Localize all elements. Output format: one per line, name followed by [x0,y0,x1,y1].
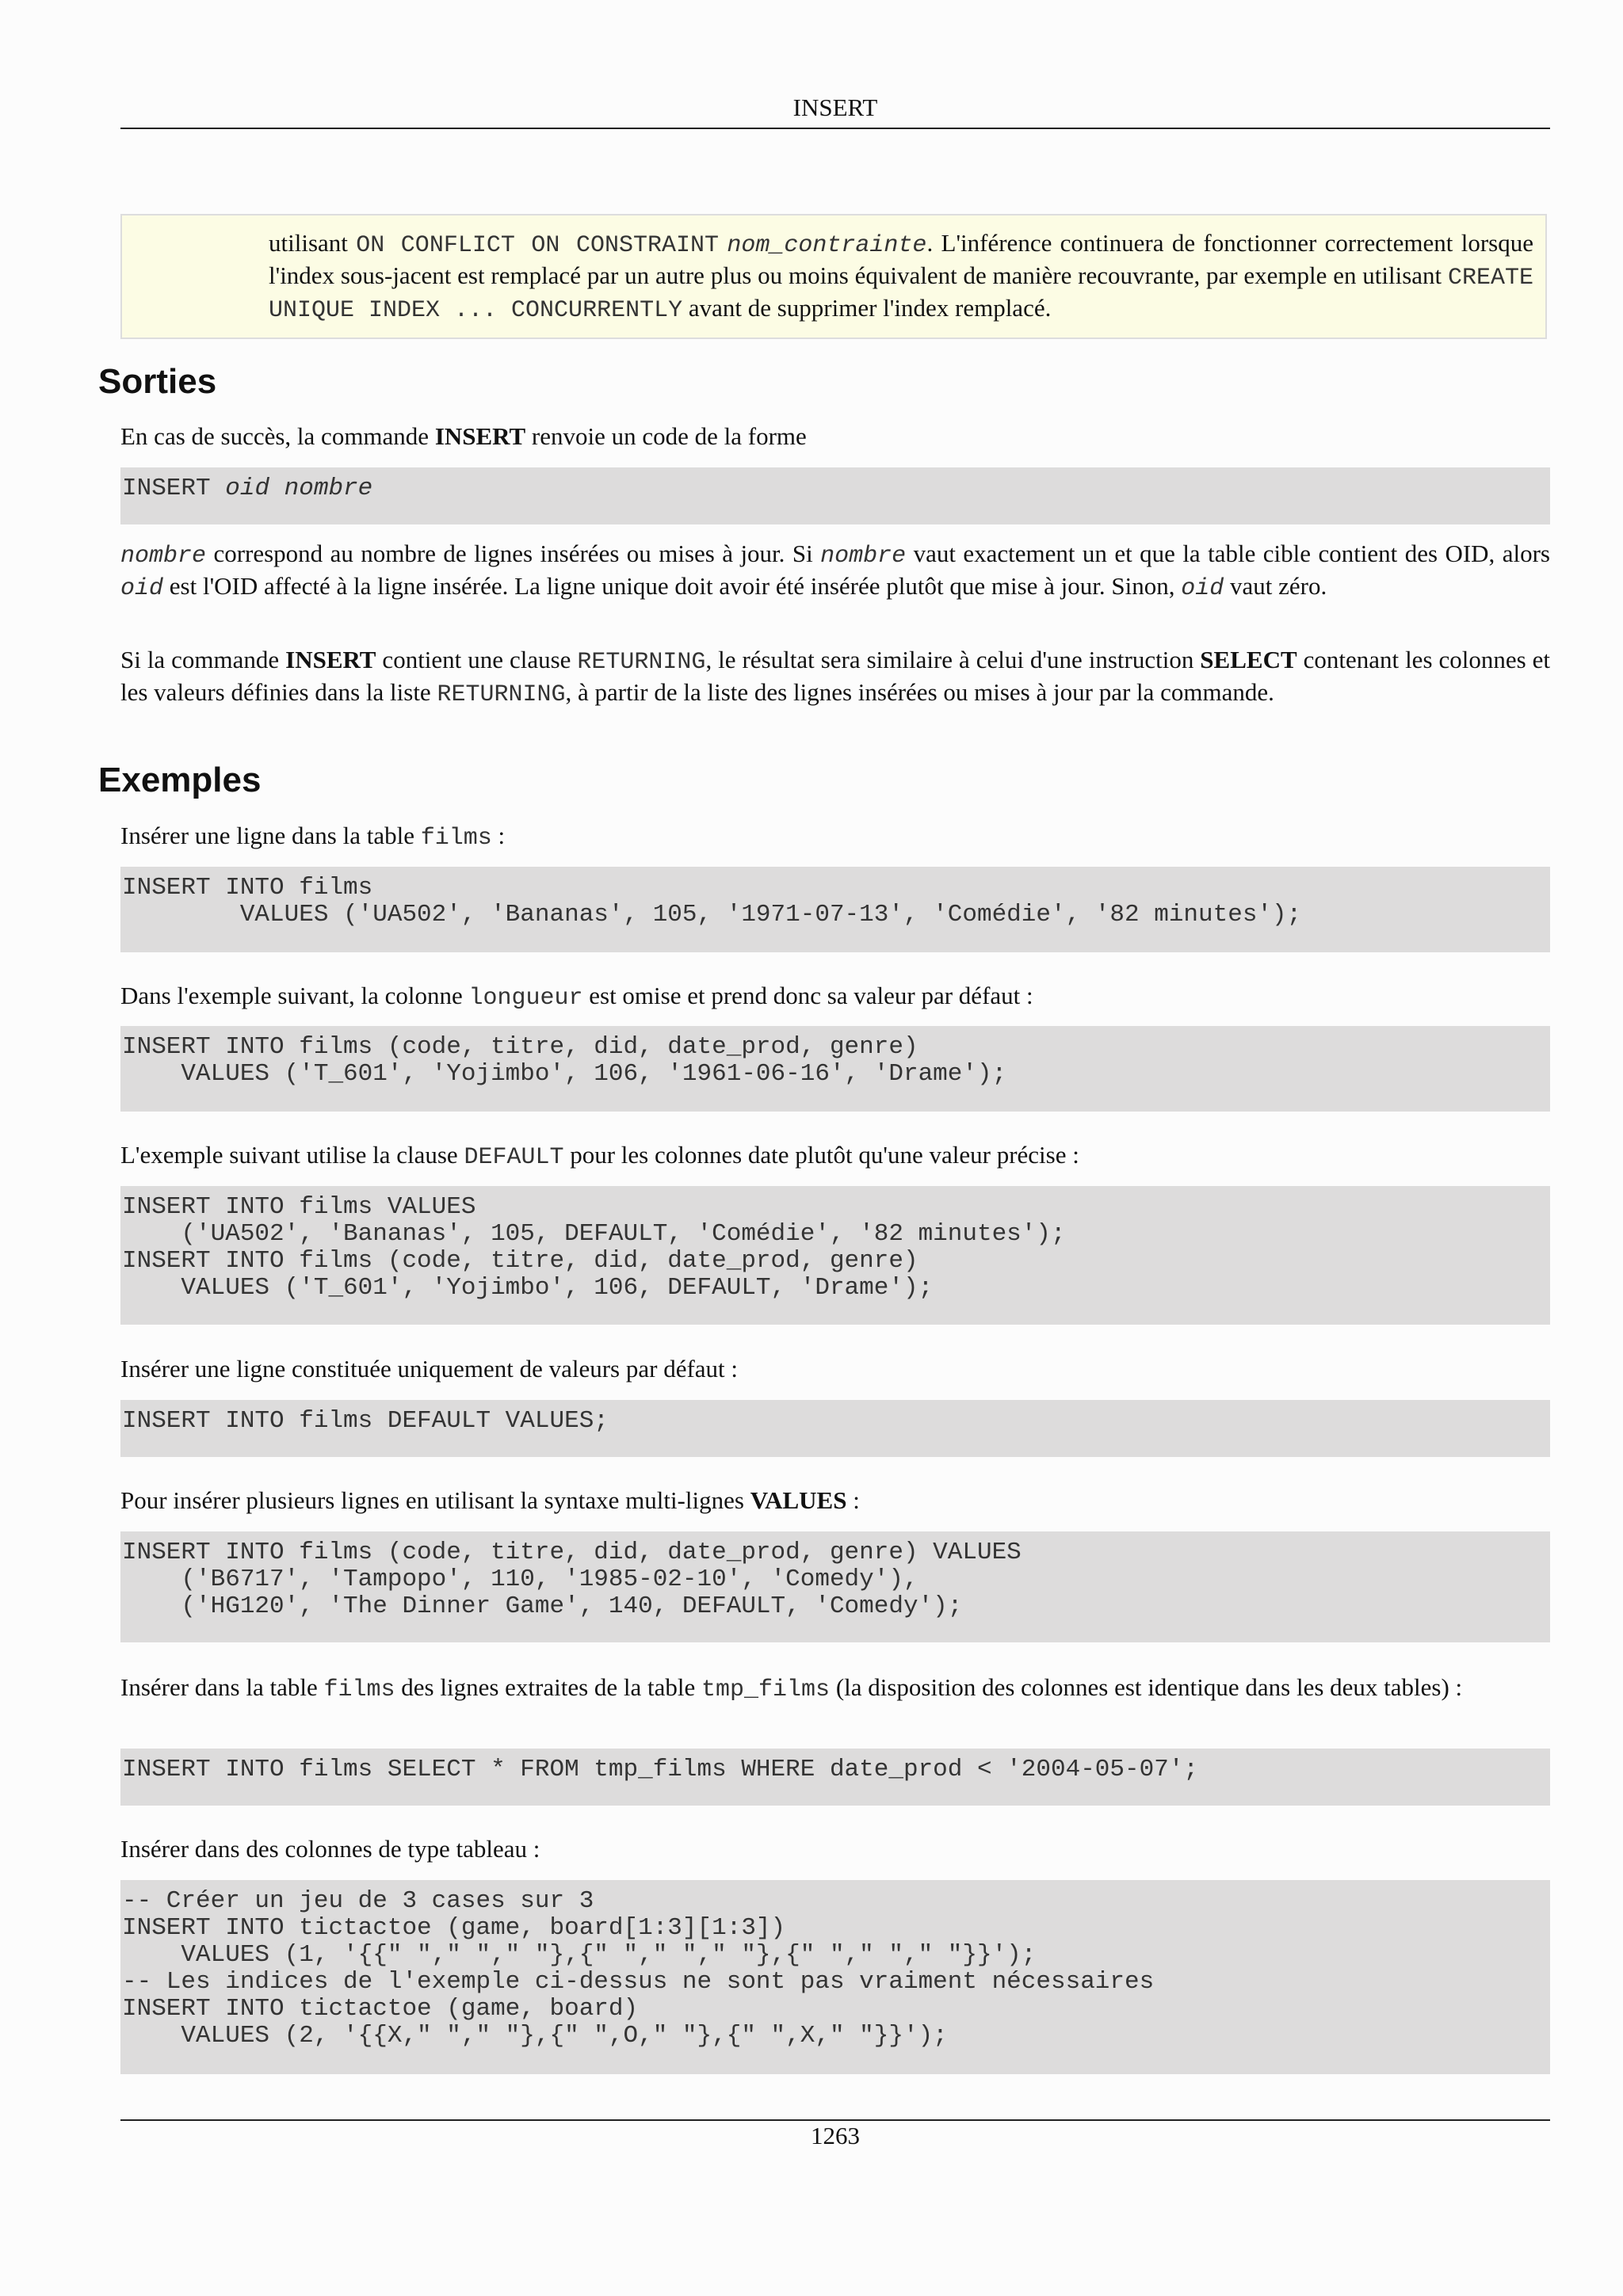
footer-rule [120,2119,1550,2121]
code-block: INSERT INTO films VALUES ('UA502', 'Bananas', 105, DEFAULT, 'Comédie', '82 minutes'); INSERT INTO films (code, titre, did, date_prod, genre) VALUES ('T_601', 'Yojimbo', 106, DEFAULT, 'Drame'); [120,1186,1550,1325]
code-block: INSERT INTO films (code, titre, did, date_prod, genre) VALUES ('T_601', 'Yojimbo', 106, '1961-06-16', 'Drame'); [120,1026,1550,1112]
paragraph: Dans l'exemple suivant, la colonne longueur est omise et prend donc sa valeur par défaut : [120,982,1033,1012]
running-header: INSERT [792,93,878,121]
inline-code: CREATE UNIQUE INDEX ... CONCURRENTLY [269,265,1533,324]
paragraph: Si la commande INSERT contient une clause RETURNING, le résultat sera similaire à celui d'une instruction SELECT contenant les colonnes et les valeurs définies dans la liste RETURNING, à partir de la liste des lignes insérées ou mises à jour par la commande. [120,646,1551,708]
code-block: INSERT oid nombre [120,467,1550,524]
section-heading-exemples: Exemples [98,761,262,799]
inline-code: nom_contrainte [727,232,927,259]
paragraph: Insérer dans la table films des lignes extraites de la table tmp_films (la disposition des colonnes est identique dans les deux tables) : [120,1673,1463,1703]
note-text: utilisant ON CONFLICT ON CONSTRAINT nom_contrainte. L'inférence continuera de fonctionner correctement lorsque l'index sous-jacent est remplacé par un autre plus ou moins équivalent de manière recouvrante, par exemple en utilisant CREATE UNIQUE INDEX ... CONCURRENTLY avant de supprimer l'index remplacé. [269,229,1534,324]
code-block: INSERT INTO films DEFAULT VALUES; [120,1400,1550,1457]
inline-code: ON CONFLICT ON CONSTRAINT [356,232,720,259]
paragraph: Insérer dans des colonnes de type tableau : [120,1835,540,1863]
code-block: INSERT INTO films (code, titre, did, date_prod, genre) VALUES ('B6717', 'Tampopo', 110, '1985-02-10', 'Comedy'), ('HG120', 'The Dinner Game', 140, DEFAULT, 'Comedy'); [120,1531,1550,1642]
paragraph: Insérer une ligne constituée uniquement de valeurs par défaut : [120,1355,739,1383]
paragraph: Pour insérer plusieurs lignes en utilisant la syntaxe multi-lignes VALUES : [120,1486,860,1514]
paragraph: Insérer une ligne dans la table films : [120,822,506,852]
section-heading-sorties: Sorties [98,362,217,401]
note-box [120,214,1547,339]
code-block: INSERT INTO films SELECT * FROM tmp_films WHERE date_prod < '2004-05-07'; [120,1749,1550,1806]
paragraph: L'exemple suivant utilise la clause DEFAULT pour les colonnes date plutôt qu'une valeur précise : [120,1141,1079,1171]
page-number: 1263 [811,2122,860,2149]
paragraph: nombre correspond au nombre de lignes insérées ou mises à jour. Si nombre vaut exactement un et que la table cible contient des OID, alors oid est l'OID affecté à la ligne insérée. La ligne unique doit avoir été insérée plutôt que mise à jour. Sinon, oid vaut zéro. [120,540,1550,602]
code-block: INSERT INTO films VALUES ('UA502', 'Bananas', 105, '1971-07-13', 'Comédie', '82 minutes'); [120,867,1550,952]
header-rule [120,128,1550,129]
paragraph: En cas de succès, la commande INSERT renvoie un code de la forme [120,422,807,450]
code-block: -- Créer un jeu de 3 cases sur 3 INSERT INTO tictactoe (game, board[1:3][1:3]) VALUES (1, '{{" "," "," "},{" "," "," "},{" "," "," "}}'); -- Les indices de l'exemple ci-dessus ne sont pas vraiment nécessaires INSERT INTO tictactoe (game, board) VALUES (2, '{{X," "," "},{" ",O," "},{" ",X," "}}'); [120,1880,1550,2074]
